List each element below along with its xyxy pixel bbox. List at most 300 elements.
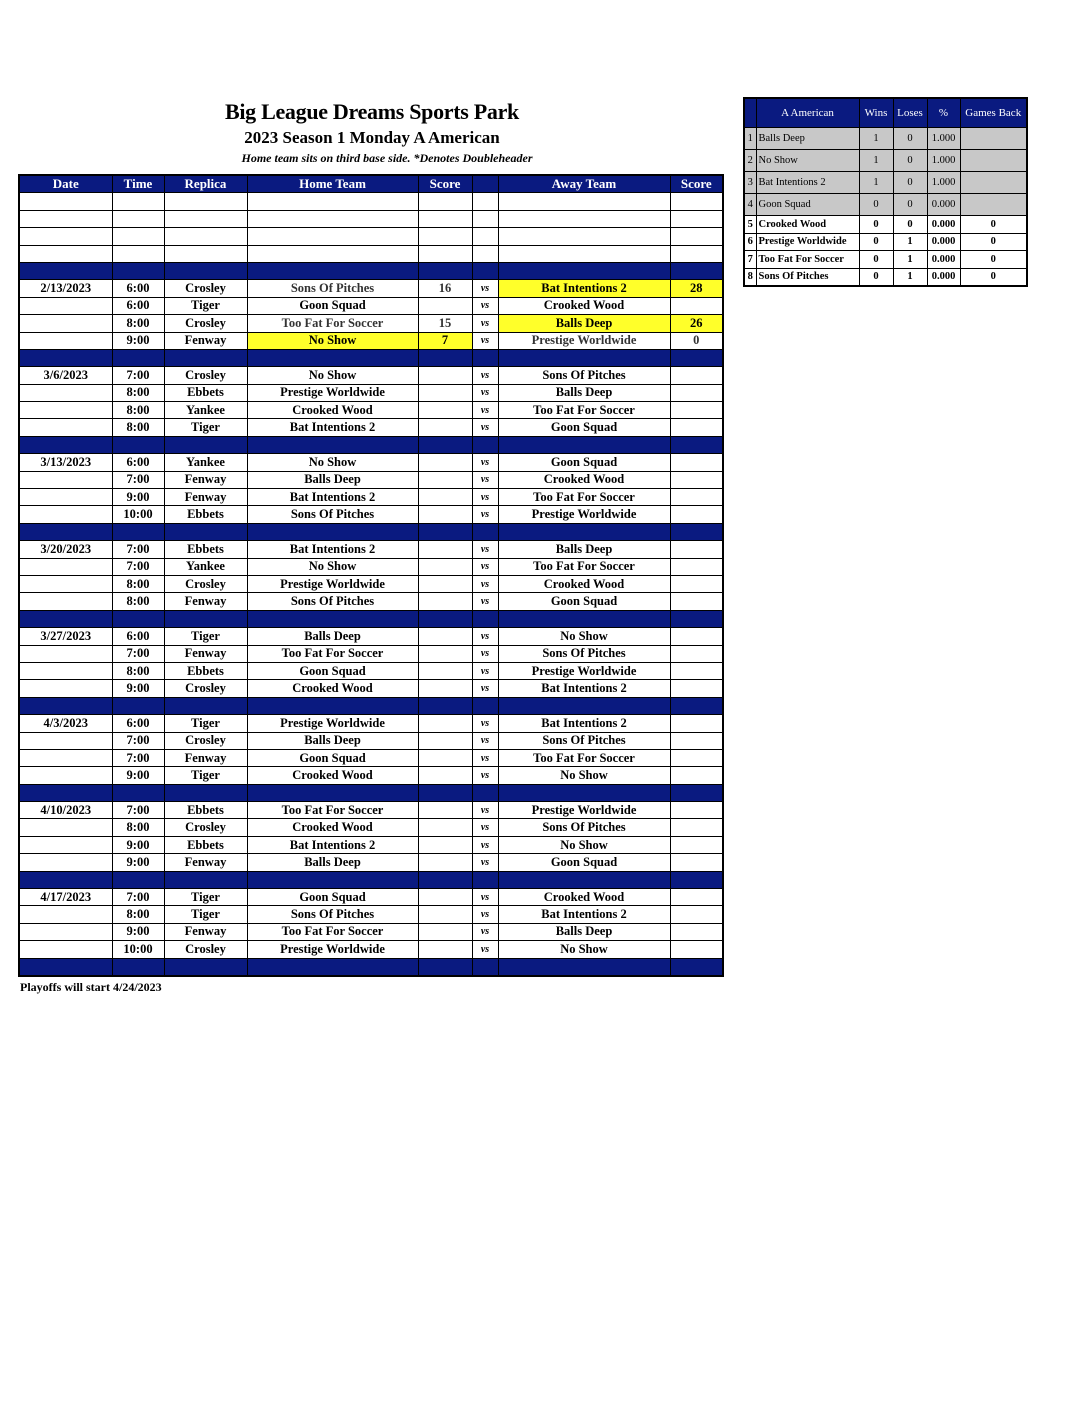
home-team: Bat Intentions 2 [247, 836, 418, 853]
game-row [19, 628, 723, 645]
vs-label: vs [472, 732, 498, 749]
separator-cell [670, 523, 723, 540]
home-team: Too Fat For Soccer [247, 315, 418, 332]
away-score [670, 802, 723, 819]
separator-cell [19, 262, 112, 279]
home-team: No Show [247, 367, 418, 384]
game-time: 8:00 [112, 384, 164, 401]
game-date [19, 575, 112, 592]
away-score [670, 906, 723, 923]
away-team: Balls Deep [498, 541, 670, 558]
away-score [670, 489, 723, 506]
game-replica-field: Ebbets [164, 662, 247, 679]
away-score: 26 [670, 315, 723, 332]
vs-label: vs [472, 802, 498, 819]
separator-cell [472, 610, 498, 627]
blank-cell [498, 245, 670, 262]
standings-pct: 1.000 [927, 172, 960, 194]
standings-pct: 1.000 [927, 128, 960, 150]
blank-cell [418, 193, 472, 210]
game-replica-field: Crosley [164, 732, 247, 749]
game-date: 3/6/2023 [19, 367, 112, 384]
game-time: 8:00 [112, 662, 164, 679]
separator-cell [472, 958, 498, 976]
standings-loses: 0 [893, 216, 927, 234]
separator-cell [247, 610, 418, 627]
game-replica-field: Crosley [164, 819, 247, 836]
game-row [19, 332, 723, 349]
standings-games-back [960, 194, 1027, 216]
away-score [670, 419, 723, 436]
away-score [670, 558, 723, 575]
vs-label: vs [472, 541, 498, 558]
away-score [670, 715, 723, 732]
away-team: Crooked Wood [498, 575, 670, 592]
separator-cell [112, 436, 164, 453]
home-score [418, 575, 472, 592]
home-team: Prestige Worldwide [247, 715, 418, 732]
home-score [418, 454, 472, 471]
standings-wins: 0 [859, 194, 893, 216]
game-row [19, 732, 723, 749]
standings-col-games-back: Games Back [960, 98, 1027, 128]
standings-wins: 1 [859, 128, 893, 150]
vs-label: vs [472, 506, 498, 523]
away-team: Sons Of Pitches [498, 819, 670, 836]
week-separator-row [19, 958, 723, 976]
standings-body [744, 128, 1027, 287]
home-team: Prestige Worldwide [247, 384, 418, 401]
game-row [19, 280, 723, 297]
separator-cell [112, 523, 164, 540]
home-score [418, 889, 472, 906]
week-separator-row [19, 523, 723, 540]
away-team: Too Fat For Soccer [498, 558, 670, 575]
away-team: Crooked Wood [498, 471, 670, 488]
playoffs-note: Playoffs will start 4/24/2023 [20, 980, 162, 994]
blank-cell [472, 245, 498, 262]
away-score [670, 941, 723, 958]
blank-cell [112, 193, 164, 210]
game-row [19, 558, 723, 575]
standings-row [744, 194, 1027, 216]
separator-cell [164, 349, 247, 366]
away-team: No Show [498, 628, 670, 645]
separator-cell [670, 697, 723, 714]
game-replica-field: Fenway [164, 749, 247, 766]
game-replica-field: Tiger [164, 297, 247, 314]
game-replica-field: Fenway [164, 854, 247, 871]
standings-loses: 0 [893, 172, 927, 194]
game-row [19, 941, 723, 958]
game-replica-field: Tiger [164, 889, 247, 906]
vs-label: vs [472, 749, 498, 766]
home-team: Balls Deep [247, 628, 418, 645]
game-time: 6:00 [112, 297, 164, 314]
away-score [670, 402, 723, 419]
away-score [670, 367, 723, 384]
separator-cell [164, 958, 247, 976]
standings-team: Crooked Wood [756, 216, 859, 234]
col-date: Date [19, 175, 112, 193]
game-replica-field: Ebbets [164, 384, 247, 401]
blank-cell [164, 228, 247, 245]
away-score [670, 297, 723, 314]
vs-label: vs [472, 923, 498, 940]
separator-cell [418, 436, 472, 453]
away-score [670, 819, 723, 836]
game-time: 7:00 [112, 732, 164, 749]
away-score: 0 [670, 332, 723, 349]
standings-games-back [960, 150, 1027, 172]
week-separator-row [19, 697, 723, 714]
blank-cell [247, 245, 418, 262]
standings-games-back [960, 128, 1027, 150]
blank-cell [247, 210, 418, 227]
away-team: Bat Intentions 2 [498, 680, 670, 697]
game-replica-field: Ebbets [164, 836, 247, 853]
away-team: Goon Squad [498, 854, 670, 871]
week-separator-row [19, 262, 723, 279]
separator-cell [164, 784, 247, 801]
vs-label: vs [472, 941, 498, 958]
standings-rank: 5 [744, 216, 756, 234]
home-team: Balls Deep [247, 471, 418, 488]
standings-loses: 1 [893, 251, 927, 269]
separator-cell [472, 436, 498, 453]
separator-cell [472, 871, 498, 888]
page-title: Big League Dreams Sports Park [225, 99, 519, 124]
schedule-table [18, 174, 724, 977]
game-row [19, 802, 723, 819]
game-replica-field: Crosley [164, 280, 247, 297]
game-date [19, 506, 112, 523]
separator-cell [418, 523, 472, 540]
away-team: Prestige Worldwide [498, 506, 670, 523]
away-score [670, 836, 723, 853]
home-team: Goon Squad [247, 662, 418, 679]
game-time: 8:00 [112, 419, 164, 436]
game-time: 8:00 [112, 906, 164, 923]
home-team: No Show [247, 332, 418, 349]
standings-pct: 0.000 [927, 216, 960, 234]
game-time: 8:00 [112, 402, 164, 419]
col-replica: Replica [164, 175, 247, 193]
away-score [670, 506, 723, 523]
separator-cell [498, 523, 670, 540]
separator-cell [19, 697, 112, 714]
game-row [19, 836, 723, 853]
separator-cell [472, 523, 498, 540]
game-date: 4/10/2023 [19, 802, 112, 819]
home-team: Crooked Wood [247, 767, 418, 784]
game-time: 10:00 [112, 506, 164, 523]
home-team: No Show [247, 454, 418, 471]
blank-cell [247, 193, 418, 210]
standings-loses: 1 [893, 268, 927, 286]
away-score [670, 645, 723, 662]
vs-label: vs [472, 819, 498, 836]
standings-row [744, 251, 1027, 269]
away-team: Sons Of Pitches [498, 367, 670, 384]
game-row [19, 575, 723, 592]
home-score [418, 836, 472, 853]
away-score [670, 454, 723, 471]
home-team: Crooked Wood [247, 819, 418, 836]
standings-games-back: 0 [960, 268, 1027, 286]
blank-cell [472, 193, 498, 210]
home-score [418, 749, 472, 766]
separator-cell [19, 436, 112, 453]
game-replica-field: Yankee [164, 454, 247, 471]
standings-col-wins: Wins [859, 98, 893, 128]
standings-team: Prestige Worldwide [756, 233, 859, 251]
separator-cell [670, 610, 723, 627]
game-date [19, 819, 112, 836]
standings-pct: 0.000 [927, 233, 960, 251]
standings-row [744, 172, 1027, 194]
game-row [19, 662, 723, 679]
standings-team: No Show [756, 150, 859, 172]
home-team: Goon Squad [247, 297, 418, 314]
game-date [19, 906, 112, 923]
blank-row [19, 245, 723, 262]
game-replica-field: Tiger [164, 715, 247, 732]
standings-rank: 7 [744, 251, 756, 269]
col-away-score: Score [670, 175, 723, 193]
game-row [19, 680, 723, 697]
separator-cell [247, 958, 418, 976]
game-row [19, 889, 723, 906]
standings-loses: 0 [893, 128, 927, 150]
blank-row [19, 193, 723, 210]
blank-cell [164, 193, 247, 210]
away-team: Crooked Wood [498, 889, 670, 906]
away-score: 28 [670, 280, 723, 297]
separator-cell [498, 349, 670, 366]
standings-wins: 0 [859, 233, 893, 251]
away-score [670, 471, 723, 488]
game-date [19, 923, 112, 940]
home-score [418, 732, 472, 749]
home-score [418, 628, 472, 645]
standings-loses: 0 [893, 194, 927, 216]
standings-wins: 0 [859, 268, 893, 286]
game-date [19, 662, 112, 679]
away-team: Too Fat For Soccer [498, 402, 670, 419]
standings-team: Sons Of Pitches [756, 268, 859, 286]
separator-cell [670, 436, 723, 453]
home-team: Sons Of Pitches [247, 506, 418, 523]
vs-label: vs [472, 332, 498, 349]
game-time: 7:00 [112, 558, 164, 575]
game-time: 6:00 [112, 454, 164, 471]
standings-row [744, 216, 1027, 234]
home-team: Goon Squad [247, 889, 418, 906]
game-row [19, 297, 723, 314]
game-replica-field: Ebbets [164, 802, 247, 819]
vs-label: vs [472, 854, 498, 871]
blank-cell [112, 245, 164, 262]
game-replica-field: Yankee [164, 402, 247, 419]
separator-cell [247, 784, 418, 801]
separator-cell [498, 958, 670, 976]
standings-col-loses: Loses [893, 98, 927, 128]
separator-cell [670, 349, 723, 366]
vs-label: vs [472, 662, 498, 679]
vs-label: vs [472, 558, 498, 575]
separator-cell [472, 349, 498, 366]
home-team: No Show [247, 558, 418, 575]
standings-table [743, 97, 1028, 287]
away-score [670, 662, 723, 679]
away-team: Goon Squad [498, 419, 670, 436]
game-replica-field: Crosley [164, 575, 247, 592]
home-team: Bat Intentions 2 [247, 489, 418, 506]
home-team: Too Fat For Soccer [247, 802, 418, 819]
away-score [670, 749, 723, 766]
home-team: Prestige Worldwide [247, 941, 418, 958]
home-team: Bat Intentions 2 [247, 419, 418, 436]
game-replica-field: Tiger [164, 906, 247, 923]
game-date [19, 332, 112, 349]
home-score [418, 906, 472, 923]
away-team: No Show [498, 767, 670, 784]
game-date [19, 297, 112, 314]
separator-cell [247, 262, 418, 279]
blank-cell [164, 210, 247, 227]
game-date [19, 680, 112, 697]
separator-cell [19, 958, 112, 976]
game-replica-field: Fenway [164, 489, 247, 506]
away-score [670, 854, 723, 871]
game-time: 7:00 [112, 367, 164, 384]
game-date: 2/13/2023 [19, 280, 112, 297]
game-row [19, 749, 723, 766]
game-date [19, 732, 112, 749]
game-row [19, 593, 723, 610]
separator-cell [247, 523, 418, 540]
game-row [19, 367, 723, 384]
blank-cell [418, 245, 472, 262]
standings-header-row [744, 98, 1027, 128]
away-score [670, 923, 723, 940]
game-replica-field: Ebbets [164, 506, 247, 523]
separator-cell [498, 697, 670, 714]
away-team: Balls Deep [498, 384, 670, 401]
home-score [418, 715, 472, 732]
standings-team: Bat Intentions 2 [756, 172, 859, 194]
vs-label: vs [472, 645, 498, 662]
home-score [418, 506, 472, 523]
separator-cell [498, 436, 670, 453]
standings-col-division: A American [756, 98, 859, 128]
separator-cell [112, 871, 164, 888]
home-score: 7 [418, 332, 472, 349]
week-separator-row [19, 436, 723, 453]
home-score [418, 489, 472, 506]
game-time: 9:00 [112, 332, 164, 349]
standings-rank: 1 [744, 128, 756, 150]
away-team: No Show [498, 836, 670, 853]
home-team: Goon Squad [247, 749, 418, 766]
game-replica-field: Yankee [164, 558, 247, 575]
game-row [19, 489, 723, 506]
home-score [418, 802, 472, 819]
vs-label: vs [472, 297, 498, 314]
home-score [418, 367, 472, 384]
home-score [418, 384, 472, 401]
blank-row [19, 228, 723, 245]
game-date: 3/27/2023 [19, 628, 112, 645]
away-team: Balls Deep [498, 315, 670, 332]
away-team: Prestige Worldwide [498, 332, 670, 349]
vs-label: vs [472, 906, 498, 923]
home-score [418, 558, 472, 575]
game-row [19, 923, 723, 940]
separator-cell [19, 349, 112, 366]
game-row [19, 471, 723, 488]
standings-games-back [960, 172, 1027, 194]
home-score [418, 819, 472, 836]
game-date [19, 489, 112, 506]
game-time: 7:00 [112, 645, 164, 662]
standings-col-rank [744, 98, 756, 128]
col-home-team: Home Team [247, 175, 418, 193]
standings-team: Too Fat For Soccer [756, 251, 859, 269]
home-score [418, 297, 472, 314]
blank-cell [418, 210, 472, 227]
vs-label: vs [472, 402, 498, 419]
game-replica-field: Fenway [164, 593, 247, 610]
vs-label: vs [472, 836, 498, 853]
separator-cell [247, 697, 418, 714]
separator-cell [670, 784, 723, 801]
separator-cell [112, 958, 164, 976]
game-date [19, 854, 112, 871]
standings-col-pct: % [927, 98, 960, 128]
game-date [19, 749, 112, 766]
blank-cell [19, 193, 112, 210]
standings-row [744, 233, 1027, 251]
separator-cell [19, 610, 112, 627]
game-time: 7:00 [112, 802, 164, 819]
away-team: Bat Intentions 2 [498, 280, 670, 297]
away-team: Sons Of Pitches [498, 732, 670, 749]
standings-wins: 1 [859, 150, 893, 172]
home-score [418, 471, 472, 488]
game-time: 9:00 [112, 854, 164, 871]
home-team: Crooked Wood [247, 680, 418, 697]
game-time: 9:00 [112, 767, 164, 784]
game-time: 7:00 [112, 889, 164, 906]
separator-cell [670, 262, 723, 279]
schedule-body [19, 193, 723, 976]
vs-label: vs [472, 315, 498, 332]
blank-cell [112, 228, 164, 245]
separator-cell [112, 610, 164, 627]
separator-cell [164, 871, 247, 888]
standings-games-back: 0 [960, 216, 1027, 234]
standings-team: Goon Squad [756, 194, 859, 216]
home-score [418, 419, 472, 436]
game-row [19, 419, 723, 436]
col-vs [472, 175, 498, 193]
game-time: 9:00 [112, 680, 164, 697]
game-row [19, 906, 723, 923]
separator-cell [112, 349, 164, 366]
separator-cell [164, 697, 247, 714]
